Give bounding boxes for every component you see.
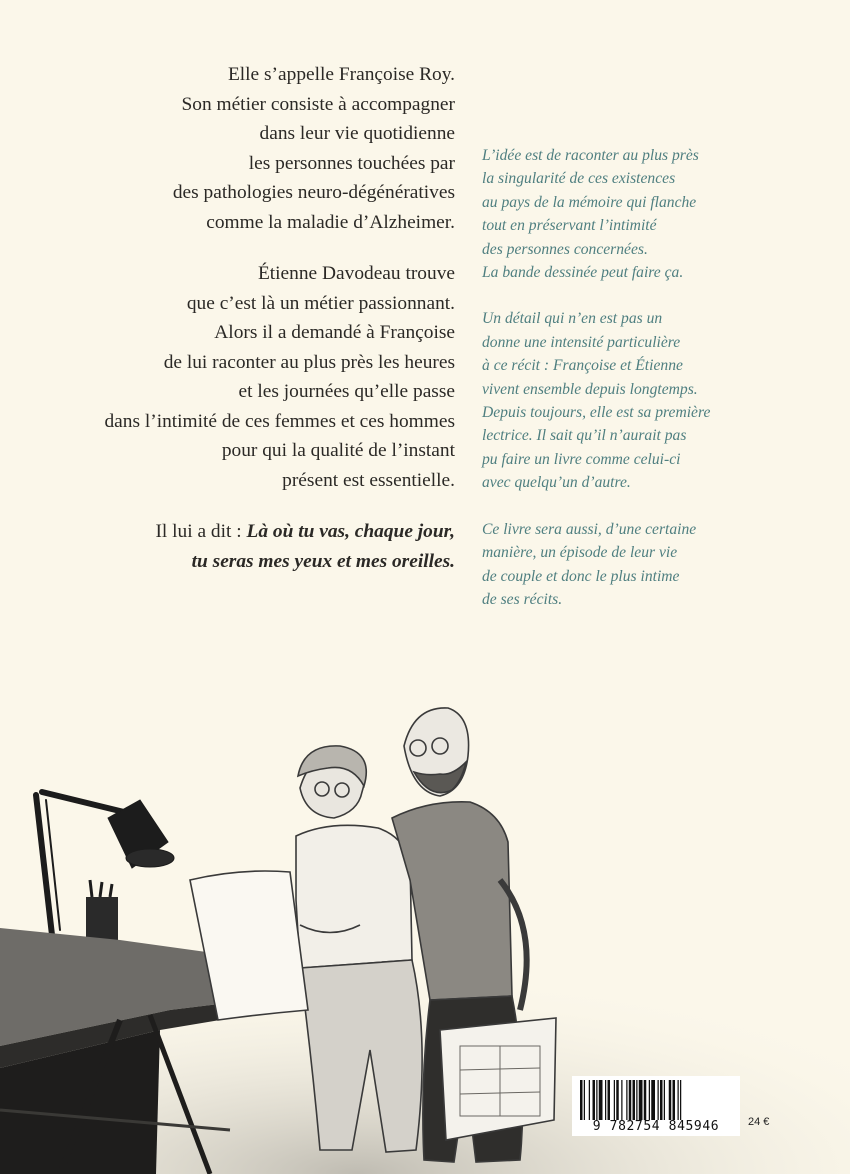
text-line: L’idée est de raconter au plus près: [482, 147, 699, 164]
text-line: la singularité de ces existences: [482, 170, 676, 188]
text-line: Son métier consiste à accompagner: [181, 93, 455, 115]
text-line: les personnes touchées par: [248, 152, 455, 174]
quote-part-2: tu seras mes yeux et mes oreilles.: [191, 550, 455, 572]
left-paragraph-1: [40, 60, 455, 237]
text-line: pu faire un livre comme celui-ci: [482, 450, 681, 468]
text-line: et les journées qu’elle passe: [238, 381, 455, 402]
right-paragraph-3: [482, 518, 822, 612]
quote-part-1: Là où tu vas, chaque jour,: [246, 521, 455, 542]
text-line: de couple et donc le plus intime: [482, 567, 680, 585]
text-line: lectrice. Il sait qu’il n’aurait pas: [482, 427, 687, 445]
quote-intro: Il lui a dit :: [155, 521, 247, 542]
text-line: Depuis toujours, elle est sa première: [482, 404, 711, 422]
text-line: Alors il a demandé à Françoise: [214, 322, 455, 343]
right-paragraph-2: [482, 307, 822, 494]
text-line: donne une intensité particulière: [482, 333, 681, 351]
right-paragraph-1: [482, 144, 822, 284]
left-paragraph-3: [40, 517, 455, 576]
text-line: tout en préservant l’intimité: [482, 217, 657, 235]
text-line: [40, 547, 455, 577]
text-line: pour qui la qualité de l’instant: [221, 440, 455, 461]
text-line: dans leur vie quotidienne: [259, 123, 455, 144]
left-paragraph-2: [40, 259, 455, 495]
text-line: des pathologies neuro-dégénératives: [172, 182, 455, 203]
text-line: La bande dessinée peut faire ça.: [482, 264, 684, 282]
left-text-block: [40, 60, 455, 598]
text-line: de lui raconter au plus près les heures: [163, 351, 455, 373]
text-line: de ses récits.: [482, 590, 563, 608]
text-line: au pays de la mémoire qui flanche: [482, 193, 697, 211]
text-line: [40, 517, 455, 547]
pencil-cup-icon: [86, 880, 118, 943]
text-line: Étienne Davodeau trouve: [257, 263, 455, 284]
text-line: comme la maladie d’Alzheimer.: [206, 211, 455, 233]
text-line: des personnes concernées.: [482, 240, 648, 258]
text-line: vivent ensemble depuis longtemps.: [482, 380, 698, 398]
text-line: à ce récit : Françoise et Étienne: [482, 357, 683, 375]
text-line: présent est essentielle.: [282, 469, 455, 491]
text-line: dans l’intimité de ces femmes et ces hommes: [104, 410, 455, 432]
text-line: Elle s’appelle Françoise Roy.: [227, 64, 455, 85]
isbn-number: 9 782754 845946: [592, 1119, 720, 1134]
right-text-block: [482, 144, 822, 634]
text-line: Un détail qui n’en est pas un: [482, 310, 663, 328]
text-line: que c’est là un métier passionnant.: [186, 292, 455, 314]
text-line: avec quelqu’un d’autre.: [482, 474, 631, 492]
price-label: 24 €: [748, 1116, 770, 1128]
text-line: manière, un épisode de leur vie: [482, 544, 678, 562]
barcode: [572, 1076, 740, 1136]
text-line: Ce livre sera aussi, d’une certaine: [482, 520, 697, 538]
